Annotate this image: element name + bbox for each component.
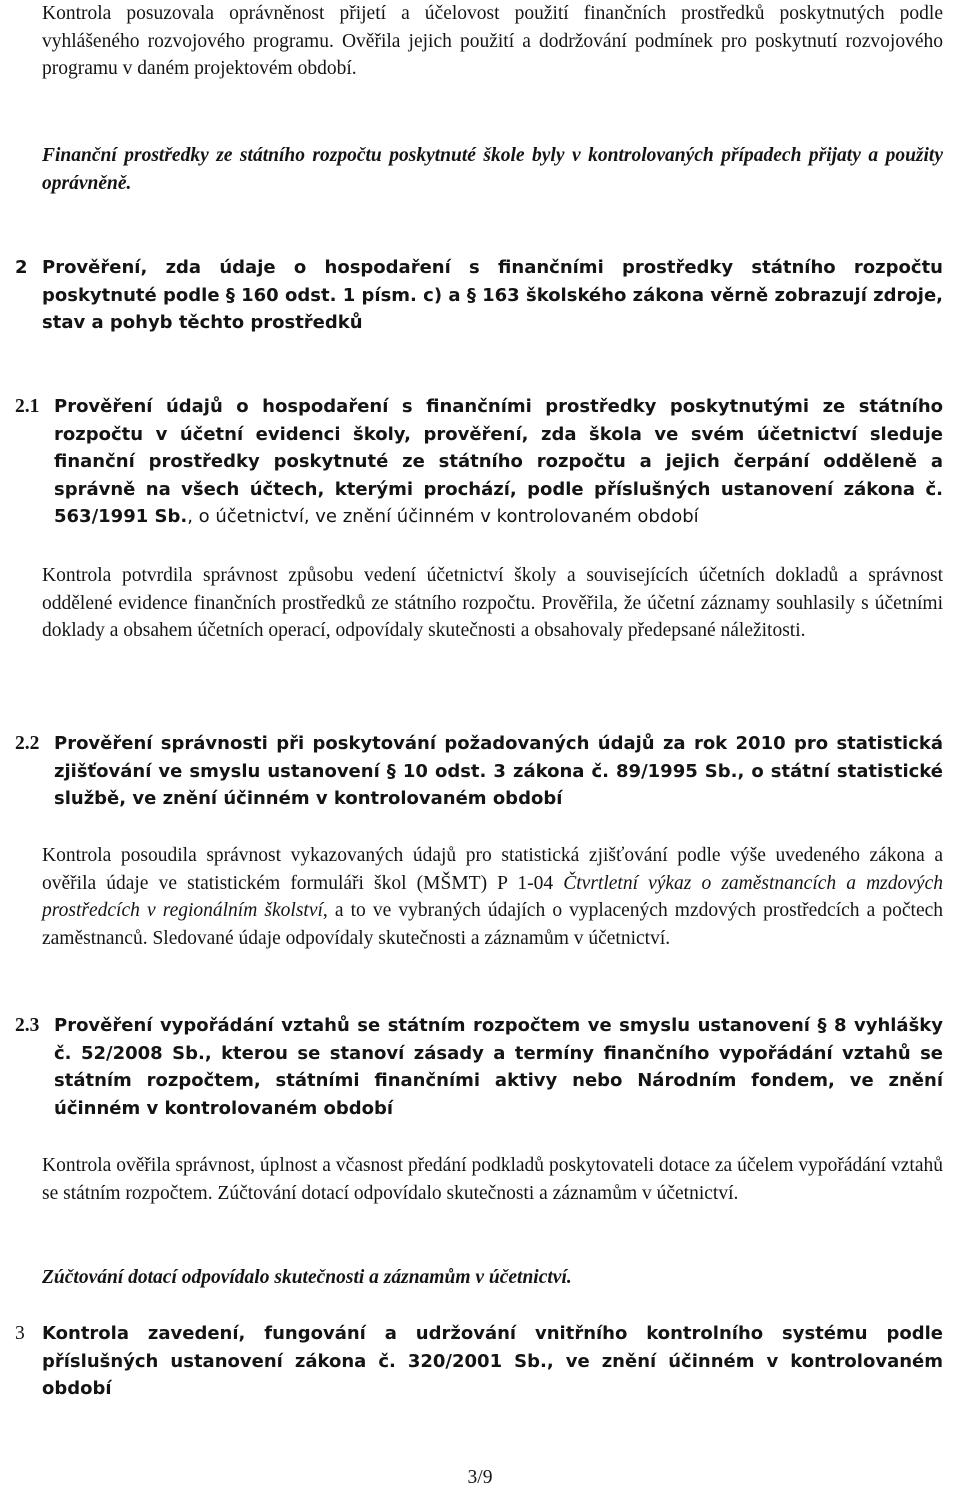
statement-grants-settlement: Zúčtování dotací odpovídalo skutečnosti a záznamům v účetnictví. (42, 1267, 572, 1288)
subsection-2-1-body: Kontrola potvrdila správnost způsobu vedení účetnictví školy a souvisejících účetních dokladů a správnost oddělené evidence finančních prostředků ze státního rozpočtu. Prověřila, že účetní záznamy souhlasily s účetními doklady a obsahem účetních operací, odpovídaly skutečnosti a obsahovaly předepsané náležitosti. (42, 565, 943, 641)
subsection-2-2-body (42, 842, 943, 952)
section-3-heading (15, 1320, 943, 1403)
section-3-title-bold: Kontrola zavedení, fungování a udržování vnitřního kontrolního systému podle příslušných ustanovení zákona č. 320/2001 Sb. (42, 1323, 943, 1372)
subsection-2-1-title-bold: Prověření údajů o hospodaření s finančními prostředky poskytnutými ze státního rozpočtu v účetní evidenci školy, prověření, zda škola ve svém účetnictví sleduje finanční prostředky poskytnuté ze státního rozpočtu a jejich čerpání odděleně a správně na všech účtech, kterými prochází, podle příslušných ustanovení zákona č. 563/1991 Sb. (54, 396, 943, 527)
subsection-2-1-number: 2.1 (15, 396, 40, 417)
paragraph-intro: Kontrola posuzovala oprávněnost přijetí a účelovost použití finančních prostředků poskytnutých podle vyhlášeného rozvojového programu. Ověřila jejich použití a dodržování podmínek pro poskytnutí rozvojového programu v daném projektovém období. (42, 3, 943, 79)
subsection-2-3-title-rest: , kterou se stanoví zásady a termíny finančního vypořádání vztahů se státním rozpočtem, státními finančními aktivy nebo Národním fondem, ve znění účinném v kontrolovaném období (54, 1042, 944, 1119)
subsection-2-2-title (42, 730, 943, 813)
page-number: 3/9 (467, 1467, 493, 1488)
subsection-2-2-title-rest: , o státní statistické službě, ve znění účinném v kontrolovaném období (54, 760, 944, 809)
subsection-2-3-number: 2.3 (15, 1015, 40, 1036)
subsection-2-2-heading (15, 730, 943, 813)
section-3-number: 3 (15, 1323, 25, 1344)
subsection-2-3-title (42, 1012, 943, 1122)
section-3-title (42, 1320, 943, 1403)
subsection-2-1-title-rest: , o účetnictví, ve znění účinném v kontrolovaném období (187, 506, 699, 527)
section-2-title: Prověření, zda údaje o hospodaření s finančními prostředky státního rozpočtu poskytnuté podle § 160 odst. 1 písm. c) a § 163 školského zákona věrně zobrazují zdroje, stav a pohyb těchto prostředků (42, 257, 943, 333)
section-2-number: 2 (15, 257, 28, 278)
subsection-2-3-heading (15, 1012, 943, 1122)
subsection-2-2-body-part1: Kontrola posoudila správnost vykazovaných údajů pro statistická zjišťování podle výše uvedeného zákona a ověřila údaje ve statistickém formuláři škol (MŠMT) P 1-04 (42, 845, 943, 894)
subsection-2-1-title (42, 393, 943, 531)
subsection-2-2-body-italic: Čtvrtletní výkaz o zaměstnancích a mzdových prostředcích v regionálním školství (42, 872, 943, 921)
subsection-2-3-title-bold: Prověření vypořádání vztahů se státním rozpočtem ve smyslu ustanovení § 8 vyhlášky č. 52/2008 Sb. (54, 1015, 943, 1064)
subsection-2-1-heading (15, 393, 943, 531)
section-2-heading (15, 254, 943, 337)
subsection-2-2-title-bold: Prověření správnosti při poskytování požadovaných údajů za rok 2010 pro statistická zjišťování ve smyslu ustanovení § 10 odst. 3 zákona č. 89/1995 Sb. (54, 733, 943, 782)
statement-funds-used-lawfully: Finanční prostředky ze státního rozpočtu poskytnuté škole byly v kontrolovaných případech přijaty a použity oprávněně. (42, 145, 943, 194)
subsection-2-2-body-part2: , a to ve vybraných údajích o vyplacených mzdových prostředcích a počtech zaměstnanců. Sledované údaje odpovídaly skutečnosti a záznamům v účetnictví. (42, 900, 944, 949)
subsection-2-3-body: Kontrola ověřila správnost, úplnost a včasnost předání podkladů poskytovateli dotace za účelem vypořádání vztahů se státním rozpočtem. Zúčtování dotací odpovídalo skutečnosti a záznamům v účetnictví. (42, 1155, 943, 1204)
subsection-2-2-number: 2.2 (15, 733, 40, 754)
section-3-title-rest: , ve znění účinném v kontrolovaném období (42, 1350, 943, 1399)
